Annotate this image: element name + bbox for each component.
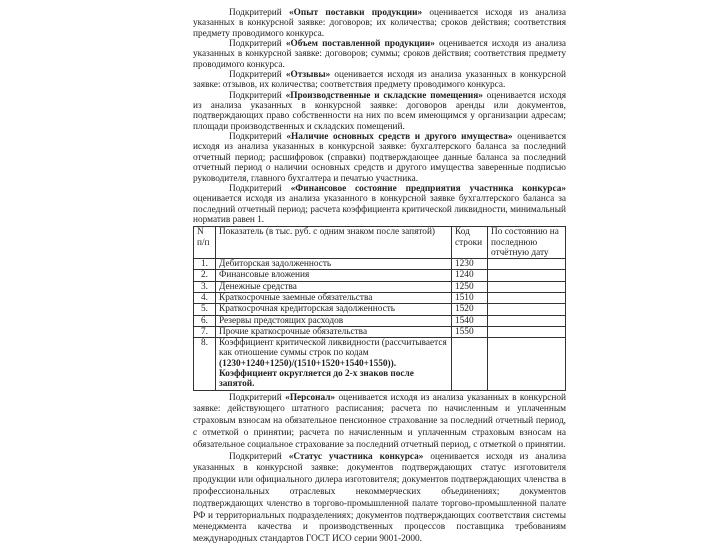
row-code: 1230 bbox=[452, 259, 488, 270]
paragraph-status bbox=[193, 452, 566, 546]
document-text-bottom bbox=[193, 393, 566, 546]
table-row bbox=[194, 259, 566, 270]
table-row bbox=[194, 326, 566, 337]
row-value bbox=[488, 304, 566, 315]
row-value bbox=[488, 326, 566, 337]
row-number: 5. bbox=[194, 304, 216, 315]
row-label bbox=[216, 338, 452, 390]
paragraph-prefix: Подкритерий bbox=[229, 392, 286, 403]
criterion-title: «Наличие основных средств и другого имущества» bbox=[286, 132, 513, 143]
criterion-title: «Финансовое состояние предприятия участника конкурса» bbox=[290, 183, 566, 194]
paragraph-prefix: Подкритерий bbox=[229, 39, 286, 50]
table-row bbox=[194, 315, 566, 326]
paragraph-volume bbox=[193, 39, 566, 70]
header-indicator: Показатель (в тыс. руб. с одним знаком после запятой) bbox=[216, 227, 452, 259]
paragraph-reviews bbox=[193, 70, 566, 91]
paragraph-prefix: Подкритерий bbox=[229, 90, 286, 101]
coefficient-formula: (1230+1240+1250)/(1510+1520+1540+1550)). bbox=[219, 358, 397, 369]
row-code: 1250 bbox=[452, 281, 488, 292]
row-code: 1550 bbox=[452, 326, 488, 337]
paragraph-body: оценивается исходя из анализа указанных в конкурсной заявке: договоров; суммы; сроков действия; соответствия предмету проводимого конкурса. bbox=[193, 39, 567, 70]
row-value bbox=[488, 293, 566, 304]
row-code: 1520 bbox=[452, 304, 488, 315]
paragraph-body: оценивается исходя из анализа указанных в конкурсной заявке: бухгалтерского баланса за последний отчетный период; расшифровок (справки) подтверждающее данные баланса за последний отчетный период о наличии основных средств и другого имущества заверенные подписью руководителя, главного бухгалтера и печатью участника. bbox=[193, 132, 567, 184]
row-number: 6. bbox=[194, 315, 216, 326]
row-number: 2. bbox=[194, 270, 216, 281]
criterion-title: «Объем поставленной продукции» bbox=[285, 39, 435, 50]
paragraph-prefix: Подкритерий bbox=[229, 451, 289, 462]
table-row bbox=[194, 281, 566, 292]
paragraph-prefix: Подкритерий bbox=[229, 132, 287, 143]
row-number: 7. bbox=[194, 326, 216, 337]
coefficient-note: Коэффициент округляется до 2-х знаков после запятой. bbox=[219, 369, 414, 390]
coefficient-description: Коэффициент критической ликвидности (рассчитывается как отношение суммы строк по кодам bbox=[219, 338, 447, 359]
row-code: 1240 bbox=[452, 270, 488, 281]
paragraph-personnel bbox=[193, 393, 566, 452]
paragraph-prefix: Подкритерий bbox=[229, 183, 291, 194]
table-row bbox=[194, 304, 566, 315]
header-number: N п/п bbox=[194, 227, 216, 259]
paragraph-body: оценивается исходя из анализа указанных в конкурсной заявке: действующего штатного расписания; расчета по начисленным и уплаченным страховым взносам на обязательное пенсионное страхование за последний отчетный период, с отметкой о принятии; расчета по начисленным и уплаченным страховым взносам на обязательное социальное страхование за последний отчетный период, с отметкой о принятии. bbox=[193, 392, 566, 450]
row-code: 1540 bbox=[452, 315, 488, 326]
row-number: 8. bbox=[194, 338, 216, 390]
table-row bbox=[194, 293, 566, 304]
paragraph-prefix: Подкритерий bbox=[229, 70, 286, 81]
criterion-title: «Отзывы» bbox=[285, 70, 331, 81]
header-code: Код строки bbox=[452, 227, 488, 259]
liquidity-table bbox=[193, 226, 566, 390]
row-value bbox=[488, 338, 566, 390]
row-label: Краткосрочные заемные обязательства bbox=[216, 293, 452, 304]
document-page bbox=[193, 0, 566, 554]
row-number: 4. bbox=[194, 293, 216, 304]
document-text-top bbox=[193, 8, 566, 225]
row-code: 1510 bbox=[452, 293, 488, 304]
row-code bbox=[452, 338, 488, 390]
table-row-coefficient bbox=[194, 338, 566, 390]
paragraph-body: оценивается исходя из анализа указанных в конкурсной заявке: договоров; их количества; сроков действия; соответствия предмету проводимого конкурса. bbox=[193, 8, 566, 39]
paragraph-assets bbox=[193, 132, 566, 184]
row-label: Резервы предстоящих расходов bbox=[216, 315, 452, 326]
row-number: 1. bbox=[194, 259, 216, 270]
paragraph-body: оценивается исходя из анализа указанных в конкурсной заявке: договоров аренды или документов, подтверждающих право собственности на них по всем имеющимся у организации адресам; площади производственных и складских помещений. bbox=[193, 90, 567, 132]
paragraph-prefix: Подкритерий bbox=[229, 8, 290, 18]
criterion-title: «Опыт поставки продукции» bbox=[289, 8, 423, 18]
paragraph-body: оценивается исходя из анализа указанных в конкурсной заявке: документов подтверждающих статус изготовителя продукции или официального дилера изготовителя; документов подтверждающих членства в профессиональных отраслевых некоммерческих объединениях; документов подтверждающих членство в торгово-промышленной палате торгово-промышленной палате РФ и территориальных подразделениях; документов подтверждающих соответствия системы менеджмента качества и производственных процессов поставщика требованиям международных стандартов ГОСТ ИСО серии 9001-2000. bbox=[193, 451, 566, 545]
paragraph-body: оценивается исходя из анализа указанных в конкурсной заявке: отзывов, их количества; соответствия предмету проводимого конкурса. bbox=[193, 70, 566, 91]
row-value bbox=[488, 315, 566, 326]
row-label: Денежные средства bbox=[216, 281, 452, 292]
row-label: Прочие краткосрочные обязательства bbox=[216, 326, 452, 337]
paragraph-body: оценивается исходя из анализа указанного в конкурсной заявке бухгалтерского баланса за последний отчетный период; расчета коэффициента критической ликвидности, минимальный норматив равен 1. bbox=[193, 194, 566, 225]
paragraph-experience bbox=[193, 8, 566, 39]
criterion-title: «Производственные и складские помещения» bbox=[285, 90, 483, 101]
row-label: Дебиторская задолженность bbox=[216, 259, 452, 270]
row-value bbox=[488, 270, 566, 281]
row-number: 3. bbox=[194, 281, 216, 292]
row-value bbox=[488, 259, 566, 270]
row-value bbox=[488, 281, 566, 292]
paragraph-financial bbox=[193, 184, 566, 225]
criterion-title: «Статус участника конкурса» bbox=[288, 451, 424, 462]
row-label: Краткосрочная кредиторская задолженность bbox=[216, 304, 452, 315]
criterion-title: «Персонал» bbox=[285, 392, 336, 403]
table-header-row bbox=[194, 227, 566, 259]
paragraph-premises bbox=[193, 91, 566, 132]
row-label: Финансовые вложения bbox=[216, 270, 452, 281]
header-date: По состоянию на последнюю отчётную дату bbox=[488, 227, 566, 259]
table-row bbox=[194, 270, 566, 281]
